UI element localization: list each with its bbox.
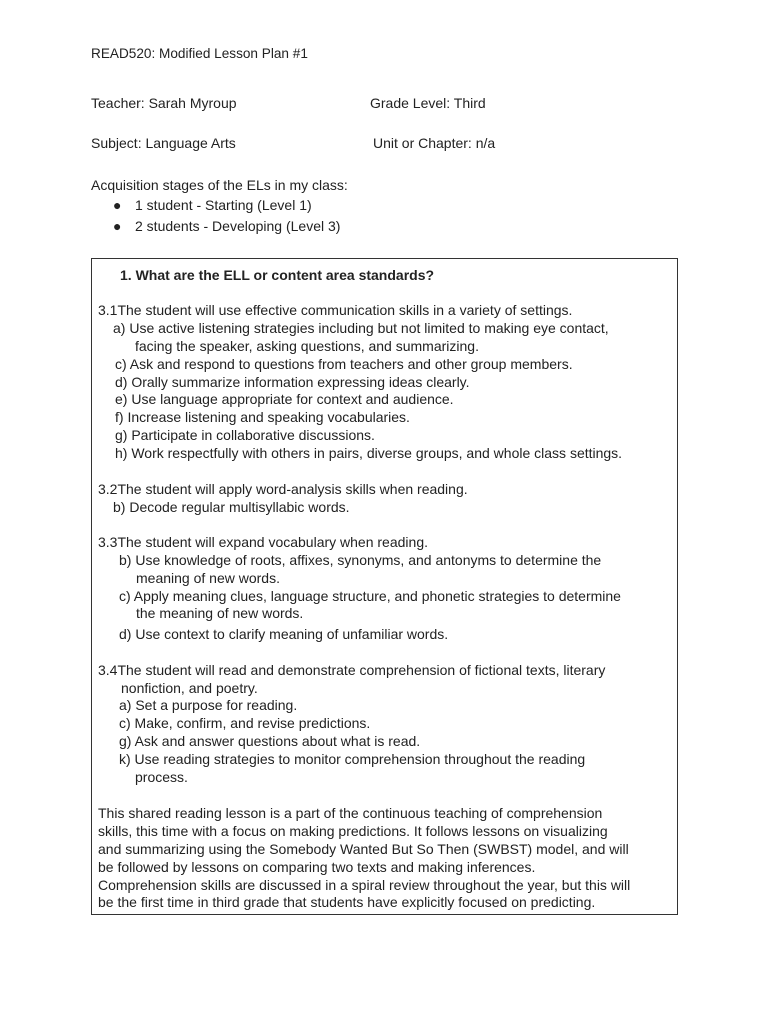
lesson-context-line: be followed by lessons on comparing two texts and making inferences. [98,859,536,875]
lesson-context-line: skills, this time with a focus on making predictions. It follows lessons on visualizing [98,823,608,839]
standard-item: d) Orally summarize information expressing ideas clearly. [115,374,470,390]
lesson-context-line: This shared reading lesson is a part of the continuous teaching of comprehension [98,805,603,821]
lesson-context-line: and summarizing using the Somebody Wanted But So Then (SWBST) model, and will [98,841,629,857]
standard-item: g) Ask and answer questions about what is read. [119,733,421,749]
standard-item: the meaning of new words. [136,605,304,621]
lesson-context-line: be the first time in third grade that students have explicitly focused on predicting. [98,894,596,910]
bullet-icon: ● [113,218,122,234]
subject-field: Subject: Language Arts [91,135,236,151]
standards-question: 1. What are the ELL or content area standards? [120,267,435,283]
standard-item: k) Use reading strategies to monitor comprehension throughout the reading [119,751,586,767]
standard-item: h) Work respectfully with others in pairs, diverse groups, and whole class settings. [115,445,623,461]
standard-item: a) Set a purpose for reading. [119,697,298,713]
standard-3-1: 3.1The student will use effective communication skills in a variety of settings. [98,302,573,318]
standard-item: b) Use knowledge of roots, affixes, synonyms, and antonyms to determine the [119,552,602,568]
standard-item: g) Participate in collaborative discussions. [115,427,375,443]
standard-3-2: 3.2The student will apply word-analysis skills when reading. [98,481,468,497]
lesson-context-line: Comprehension skills are discussed in a spiral review throughout the year, but this will [98,877,631,893]
standard-item: c) Make, confirm, and revise predictions. [119,715,371,731]
standard-3-3: 3.3The student will expand vocabulary when reading. [98,534,428,550]
standard-item: a) Use active listening strategies including but not limited to making eye contact, [113,320,609,336]
grade-level-field: Grade Level: Third [370,95,486,111]
standard-item: f) Increase listening and speaking vocabularies. [115,409,410,425]
standard-item: facing the speaker, asking questions, and summarizing. [135,338,479,354]
standard-item: e) Use language appropriate for context and audience. [115,391,454,407]
standard-item: b) Decode regular multisyllabic words. [113,499,350,515]
standard-item: meaning of new words. [136,570,280,586]
acquisition-list-item: ● 1 student - Starting (Level 1) [113,197,312,213]
standard-item: process. [135,769,188,785]
bullet-icon: ● [113,197,122,213]
standard-item: d) Use context to clarify meaning of unfamiliar words. [119,626,449,642]
document-title: READ520: Modified Lesson Plan #1 [91,46,308,61]
standard-text-continued: nonfiction, and poetry. [121,680,258,696]
standard-3-4: 3.4The student will read and demonstrate comprehension of fictional texts, literary [98,662,606,678]
acquisition-list-item: ● 2 students - Developing (Level 3) [113,218,341,234]
standard-item: c) Ask and respond to questions from teachers and other group members. [115,356,573,372]
teacher-field: Teacher: Sarah Myroup [91,95,237,111]
standards-box [91,258,678,915]
acquisition-heading: Acquisition stages of the ELs in my class: [91,177,348,193]
unit-field: Unit or Chapter: n/a [373,135,496,151]
standard-item: c) Apply meaning clues, language structure, and phonetic strategies to determine [119,588,621,604]
